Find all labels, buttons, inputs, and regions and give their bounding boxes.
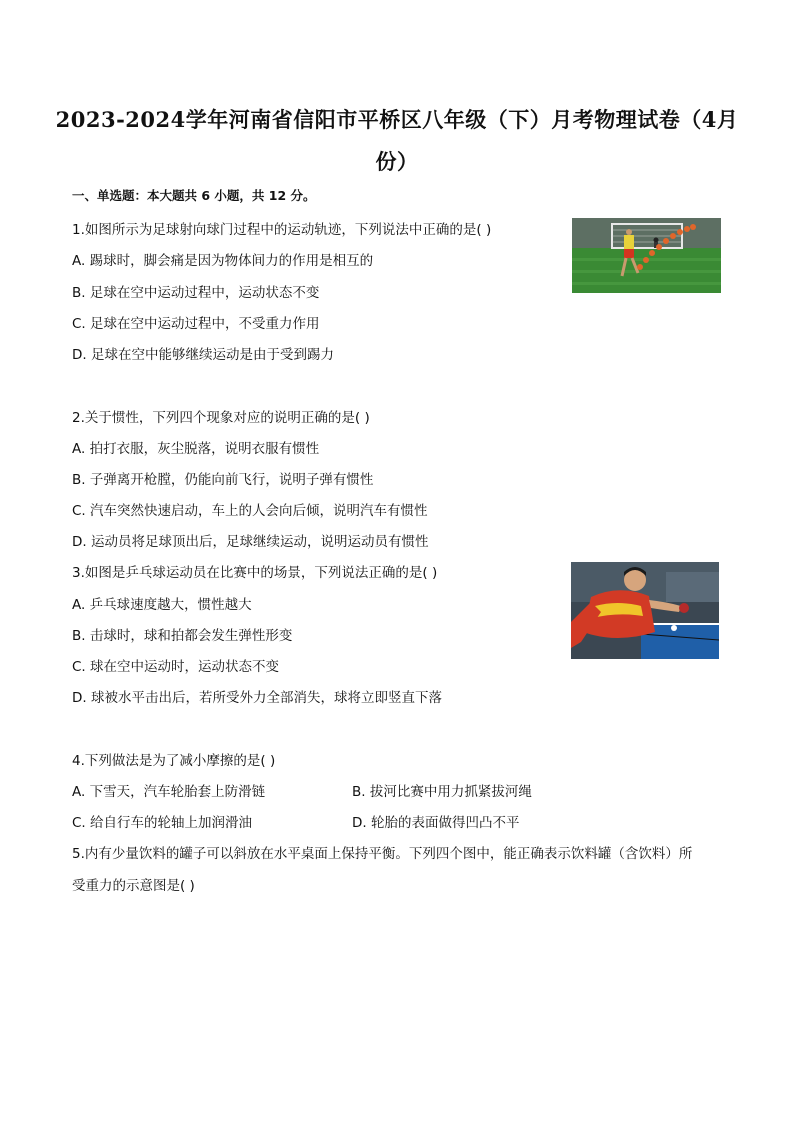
question-2-option-d: D. 运动员将足球顶出后，足球继续运动，说明运动员有惯性: [72, 534, 429, 550]
question-2-option-b: B. 子弹离开枪膛，仍能向前飞行，说明子弹有惯性: [72, 472, 374, 488]
question-2-stem: 2.关于惯性，下列四个现象对应的说明正确的是( ): [72, 410, 370, 426]
question-5-stem-line-2: 受重力的示意图是( ): [72, 878, 195, 894]
question-4-option-b: B. 拔河比赛中用力抓紧拔河绳: [352, 784, 532, 800]
question-3-option-a: A. 乒乓球速度越大，惯性越大: [72, 597, 252, 613]
question-2-option-c: C. 汽车突然快速启动，车上的人会向后倾，说明汽车有惯性: [72, 503, 428, 519]
question-1-option-d: D. 足球在空中能够继续运动是由于受到踢力: [72, 347, 334, 363]
question-3-option-d: D. 球被水平击出后，若所受外力全部消失，球将立即竖直下落: [72, 690, 442, 706]
question-4-option-c: C. 给自行车的轮轴上加润滑油: [72, 815, 253, 831]
question-4-option-a: A. 下雪天，汽车轮胎套上防滑链: [72, 784, 266, 800]
title-line-2: 份）: [375, 149, 419, 174]
question-1-option-a: A. 踢球时，脚会痛是因为物体间力的作用是相互的: [72, 253, 374, 269]
section-heading: 一、单选题：本大题共 6 小题，共 12 分。: [72, 188, 316, 203]
question-3-option-b: B. 击球时，球和拍都会发生弹性形变: [72, 628, 293, 644]
question-4-option-d: D. 轮胎的表面做得凹凸不平: [352, 815, 520, 831]
question-3-option-c: C. 球在空中运动时，运动状态不变: [72, 659, 280, 675]
question-4-stem: 4.下列做法是为了减小摩擦的是( ): [72, 753, 276, 769]
question-1-option-c: C. 足球在空中运动过程中，不受重力作用: [72, 316, 320, 332]
question-3-stem: 3.如图是乒乓球运动员在比赛中的场景，下列说法正确的是( ): [72, 565, 438, 581]
question-2-option-a: A. 拍打衣服，灰尘脱落，说明衣服有惯性: [72, 441, 320, 457]
question-1-option-b: B. 足球在空中运动过程中，运动状态不变: [72, 285, 320, 301]
soccer-trajectory-image: [572, 218, 721, 293]
title-line-1: 2023-2024学年河南省信阳市平桥区八年级（下）月考物理试卷（4月: [55, 107, 739, 132]
table-tennis-player-image: [571, 562, 719, 659]
question-1-stem: 1.如图所示为足球射向球门过程中的运动轨迹，下列说法中正确的是( ): [72, 222, 492, 238]
question-5-stem-line-1: 5.内有少量饮料的罐子可以斜放在水平桌面上保持平衡。下列四个图中，能正确表示饮料罐（含饮料）所: [72, 846, 693, 862]
